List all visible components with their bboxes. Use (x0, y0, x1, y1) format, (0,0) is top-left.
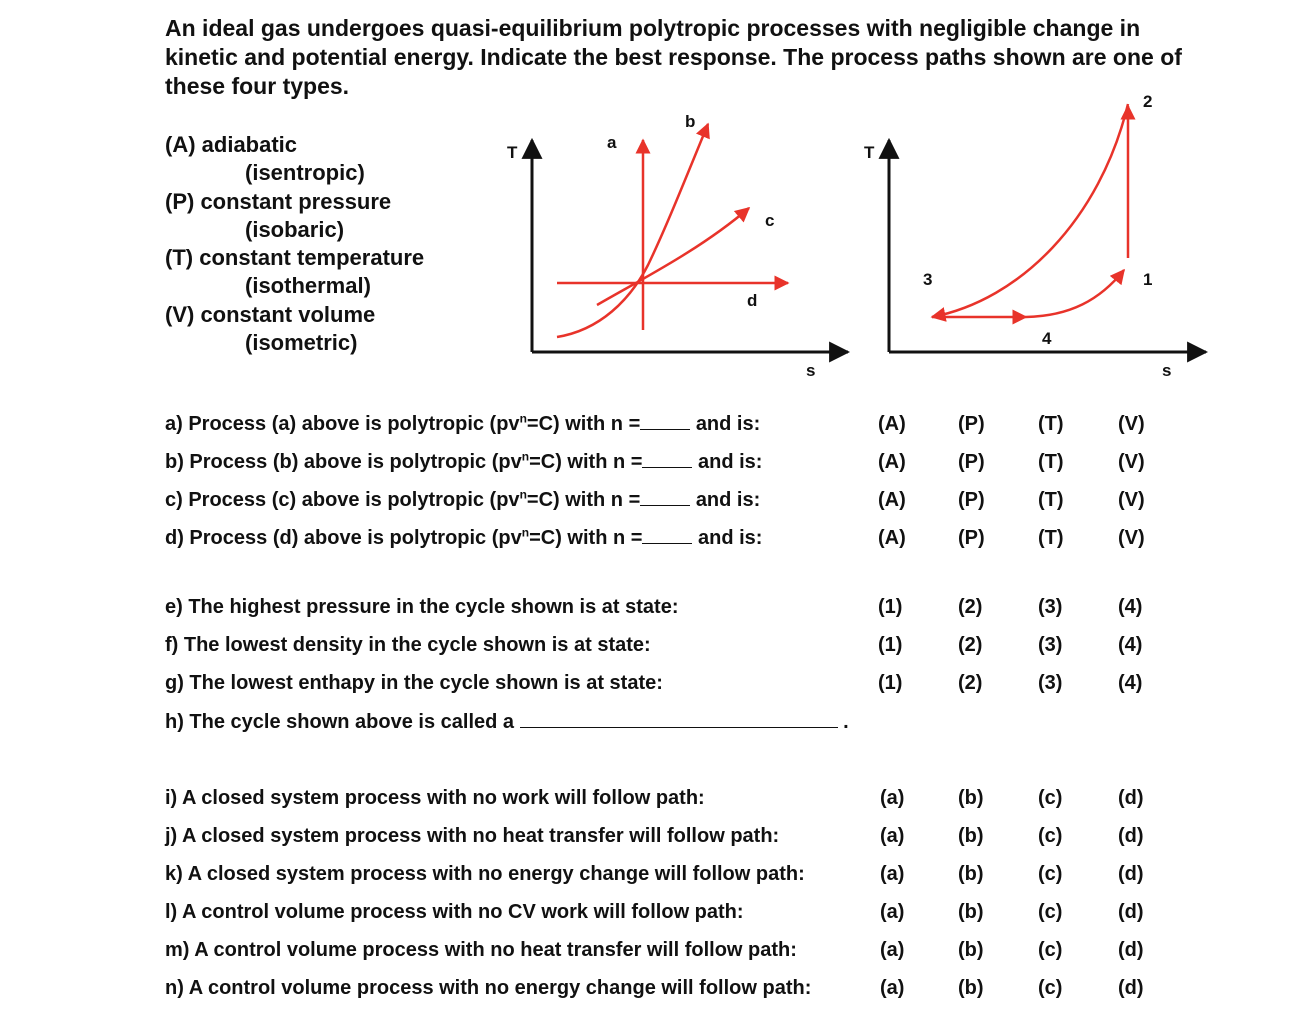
cycle-process-4-1 (1026, 270, 1124, 317)
option-b-P[interactable]: (P) (958, 451, 985, 473)
answer-blank-a[interactable] (640, 411, 690, 430)
option-d-A[interactable]: (A) (878, 527, 906, 549)
question-d: d) Process (d) above is polytropic $(pv^n=C)$ with n = and is: (165, 525, 763, 549)
question-b: b) Process (b) above is polytropic $(pv^n=C)$ with n = and is: (165, 449, 763, 473)
question-k: k) A closed system process with no energy change will follow path: (165, 863, 805, 885)
state-1-label: 1 (1143, 270, 1153, 289)
answer-blank-d[interactable] (642, 525, 692, 544)
legend-constant-volume: (V) constant volume (165, 301, 376, 327)
process-paths-diagram (507, 112, 848, 380)
option-e-2[interactable]: (2) (958, 596, 983, 618)
ts-diagrams (0, 0, 1312, 400)
path-b-curve (557, 124, 708, 337)
cycle-process-2-3 (932, 104, 1128, 317)
option-e-3[interactable]: (3) (1038, 596, 1063, 618)
option-l-d[interactable]: (d) (1118, 901, 1144, 923)
legend-constant-pressure: (P) constant pressure (165, 188, 392, 214)
option-l-a[interactable]: (a) (880, 901, 905, 923)
option-f-3[interactable]: (3) (1038, 634, 1063, 656)
option-k-c[interactable]: (c) (1038, 863, 1063, 885)
option-f-4[interactable]: (4) (1118, 634, 1143, 656)
question-e: e) The highest pressure in the cycle shown is at state: (165, 596, 679, 618)
path-c-curve (597, 208, 749, 305)
option-m-c[interactable]: (c) (1038, 939, 1063, 961)
option-a-T[interactable]: (T) (1038, 413, 1064, 435)
option-a-V[interactable]: (V) (1118, 413, 1145, 435)
question-l: l) A control volume process with no CV work will follow path: (165, 901, 744, 923)
option-n-b[interactable]: (b) (958, 977, 984, 999)
option-k-d[interactable]: (d) (1118, 863, 1144, 885)
option-k-a[interactable]: (a) (880, 863, 905, 885)
option-c-P[interactable]: (P) (958, 489, 985, 511)
answer-blank-b[interactable] (642, 449, 692, 468)
option-d-P[interactable]: (P) (958, 527, 985, 549)
option-i-d[interactable]: (d) (1118, 787, 1144, 809)
option-n-a[interactable]: (a) (880, 977, 905, 999)
legend-adiabatic: (A) adiabatic (165, 132, 298, 157)
option-i-c[interactable]: (c) (1038, 787, 1063, 809)
option-j-d[interactable]: (d) (1118, 825, 1144, 847)
legend-isentropic: (isentropic) (245, 160, 365, 186)
cycle-diagram (864, 92, 1206, 380)
option-d-T[interactable]: (T) (1038, 527, 1064, 549)
option-m-a[interactable]: (a) (880, 939, 905, 961)
option-d-V[interactable]: (V) (1118, 527, 1145, 549)
question-f: f) The lowest density in the cycle shown is at state: (165, 634, 651, 656)
option-c-T[interactable]: (T) (1038, 489, 1064, 511)
option-i-a[interactable]: (a) (880, 787, 905, 809)
option-f-2[interactable]: (2) (958, 634, 983, 656)
legend-isometric: (isometric) (245, 330, 358, 356)
question-i: i) A closed system process with no work will follow path: (165, 787, 705, 809)
question-j: j) A closed system process with no heat transfer will follow path: (165, 825, 780, 847)
question-a: a) Process (a) above is polytropic $(pv^n=C)$ with n = and is: (165, 411, 761, 435)
option-b-A[interactable]: (A) (878, 451, 906, 473)
t-axis-label: T (507, 143, 518, 162)
option-j-a[interactable]: (a) (880, 825, 905, 847)
option-m-d[interactable]: (d) (1118, 939, 1144, 961)
option-b-V[interactable]: (V) (1118, 451, 1145, 473)
t-axis-label-2: T (864, 143, 875, 162)
option-i-b[interactable]: (b) (958, 787, 984, 809)
option-f-1[interactable]: (1) (878, 634, 903, 656)
legend-isobaric: (isobaric) (245, 216, 345, 242)
option-g-3[interactable]: (3) (1038, 672, 1063, 694)
question-h: h) The cycle shown above is called a . (165, 711, 849, 733)
legend-isothermal: (isothermal) (245, 273, 371, 299)
path-b-label: b (685, 112, 696, 131)
s-axis-label: s (806, 361, 816, 380)
option-g-2[interactable]: (2) (958, 672, 983, 694)
option-l-c[interactable]: (c) (1038, 901, 1063, 923)
option-c-A[interactable]: (A) (878, 489, 906, 511)
intro-text: An ideal gas undergoes quasi-equilibrium polytropic processes with negligible change in kinetic and potential energy. Indicate the best response. The process paths shown are one of these four types. (165, 15, 1182, 99)
option-a-A[interactable]: (A) (878, 413, 906, 435)
option-e-1[interactable]: (1) (878, 596, 903, 618)
option-j-c[interactable]: (c) (1038, 825, 1063, 847)
option-k-b[interactable]: (b) (958, 863, 984, 885)
answer-blank-c[interactable] (640, 487, 690, 506)
answer-blank-h[interactable] (520, 709, 838, 728)
option-a-P[interactable]: (P) (958, 413, 985, 435)
path-a-label: a (607, 133, 617, 152)
question-g: g) The lowest enthapy in the cycle shown is at state: (165, 672, 663, 694)
state-4-label: 4 (1042, 329, 1052, 348)
question-m: m) A control volume process with no heat transfer will follow path: (165, 939, 797, 961)
option-n-d[interactable]: (d) (1118, 977, 1144, 999)
state-2-label: 2 (1143, 92, 1153, 111)
s-axis-label-2: s (1162, 361, 1172, 380)
option-j-b[interactable]: (b) (958, 825, 984, 847)
path-c-label: c (765, 211, 775, 230)
option-e-4[interactable]: (4) (1118, 596, 1143, 618)
option-b-T[interactable]: (T) (1038, 451, 1064, 473)
legend-constant-temperature: (T) constant temperature (165, 245, 425, 271)
option-c-V[interactable]: (V) (1118, 489, 1145, 511)
question-c: c) Process (c) above is polytropic $(pv^n=C)$ with n = and is: (165, 487, 761, 511)
question-n: n) A control volume process with no energy change will follow path: (165, 977, 812, 999)
state-3-label: 3 (923, 270, 933, 289)
option-n-c[interactable]: (c) (1038, 977, 1063, 999)
path-d-label: d (747, 291, 758, 310)
option-g-1[interactable]: (1) (878, 672, 903, 694)
option-m-b[interactable]: (b) (958, 939, 984, 961)
option-g-4[interactable]: (4) (1118, 672, 1143, 694)
option-l-b[interactable]: (b) (958, 901, 984, 923)
